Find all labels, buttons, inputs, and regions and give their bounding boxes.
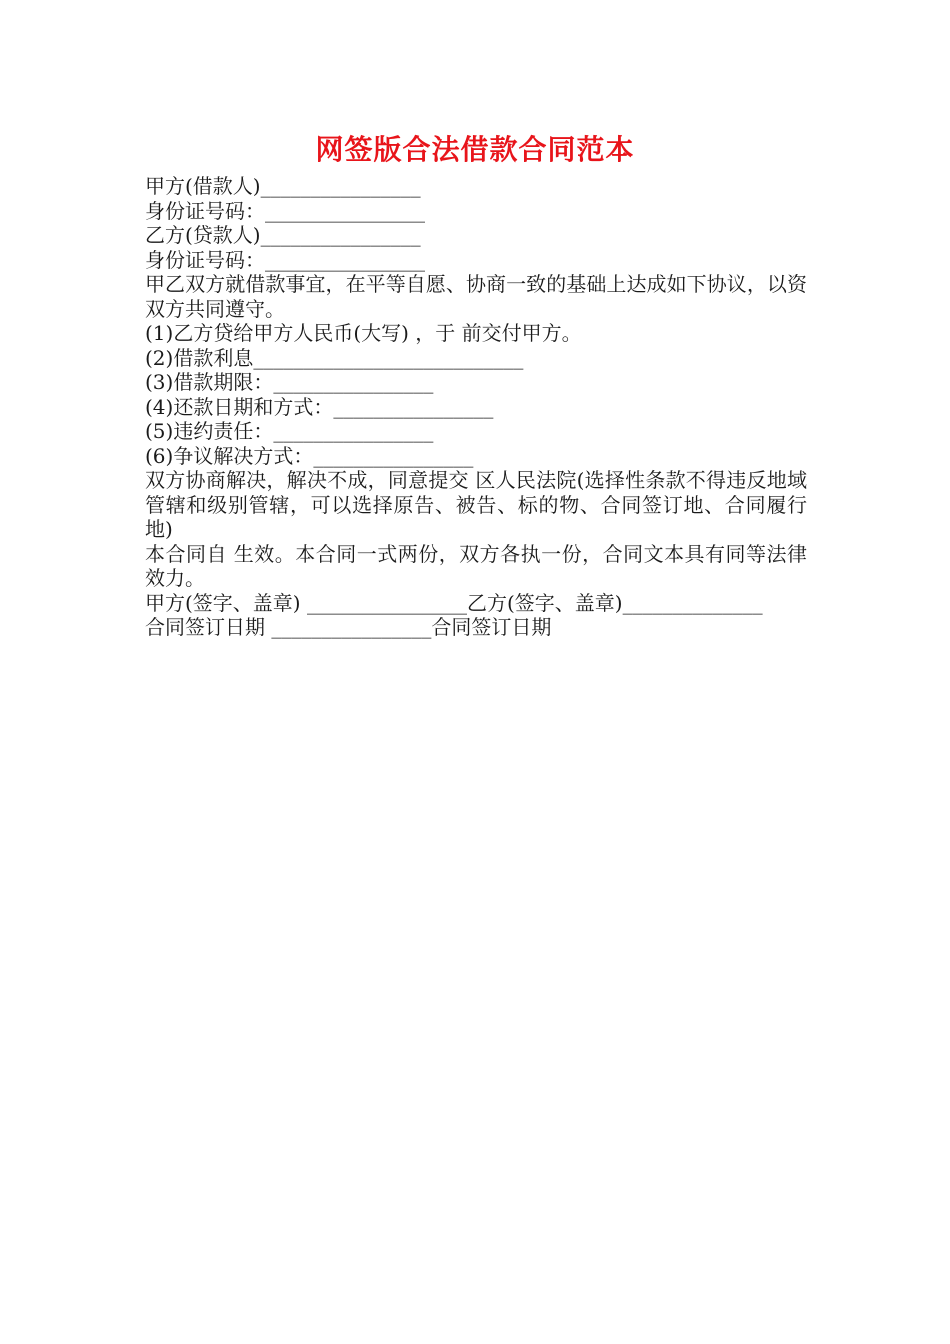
borrower-field: 甲方(借款人)________________ bbox=[145, 174, 421, 198]
date-line: 合同签订日期 ________________合同签订日期 bbox=[145, 615, 552, 639]
clause-4: (4)还款日期和方式：________________ bbox=[145, 394, 494, 419]
clause-3: (3)借款期限：________________ bbox=[145, 370, 434, 394]
signature-line: 甲方(签字、盖章) ________________乙方(签字、盖章)______________ bbox=[145, 590, 763, 615]
document-title: 网签版合法借款合同范本 bbox=[315, 133, 635, 166]
dispute-paragraph: 双方协商解决，解决不成，同意提交 区人民法院(选择性条款不得违反地域管辖和级别管辖，可以选择原告、被告、标的物、合同签订地、合同履行地) bbox=[145, 468, 807, 541]
clause-6: (6)争议解决方式：________________ bbox=[145, 443, 474, 468]
clause-1: (1)乙方贷给甲方人民币(大写) ，于 前交付甲方。 bbox=[145, 321, 582, 345]
clause-5: (5)违约责任：________________ bbox=[145, 419, 434, 443]
borrower-id-field: 身份证号码：________________ bbox=[145, 198, 425, 223]
clause-2: (2)借款利息___________________________ bbox=[145, 345, 524, 370]
document-body bbox=[145, 174, 807, 640]
lender-id-field: 身份证号码：________________ bbox=[145, 247, 425, 272]
effect-paragraph: 本合同自 生效。本合同一式两份，双方各执一份，合同文本具有同等法律效力。 bbox=[145, 541, 807, 590]
intro-paragraph: 甲乙双方就借款事宜，在平等自愿、协商一致的基础上达成如下协议，以资双方共同遵守。 bbox=[145, 272, 807, 321]
lender-field: 乙方(贷款人)________________ bbox=[145, 223, 421, 247]
